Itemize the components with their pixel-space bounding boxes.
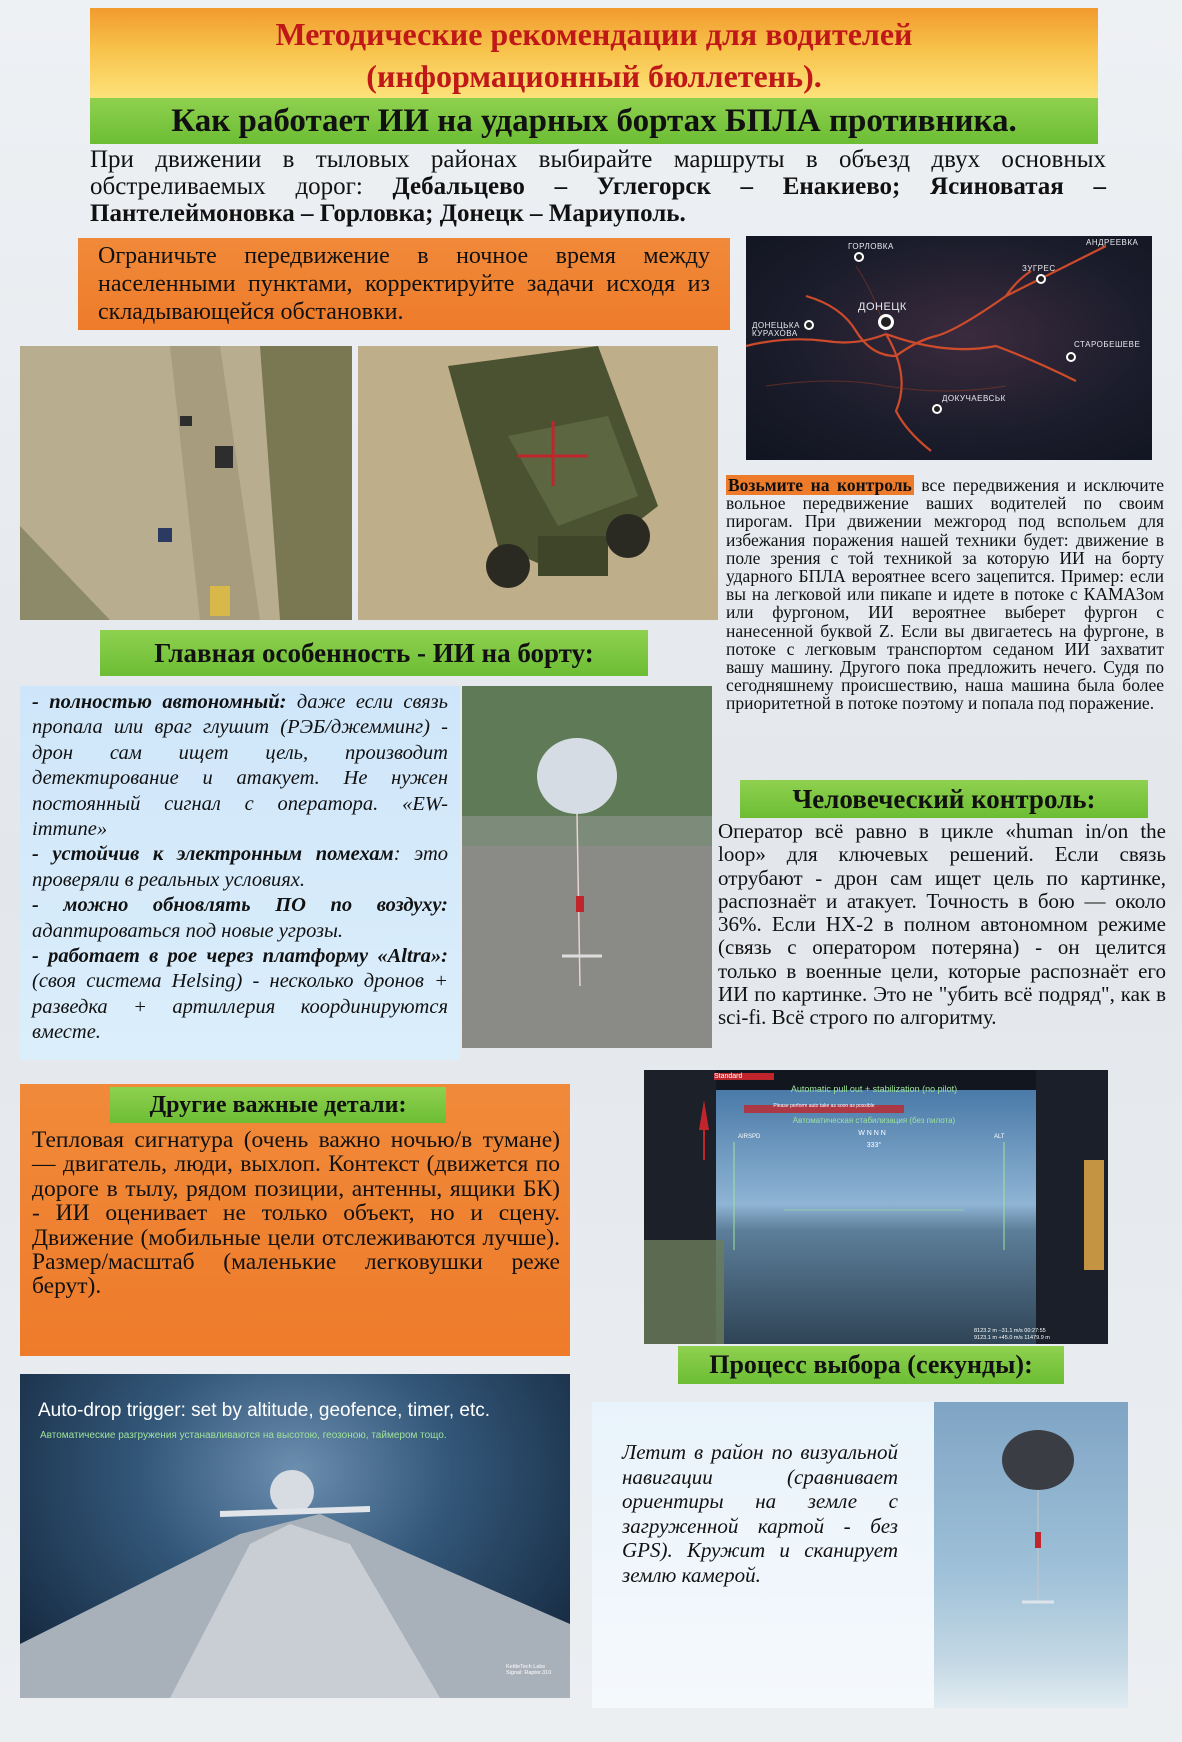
other-details-text: Тепловая сигнатура (очень важно ночью/в тумане) — двигатель, люди, выхлоп. Контекст (движется по дороге в тылу, рядом позиции, антенны, ящики БК) - ИИ оценивает не только объект, но и сцену. Движение (мобильные цели отслеживаются лучше). Размер/масштаб (маленькие легковушки реже берут). [32,1127,560,1300]
feature-item-3 [32,893,448,944]
vehicle-3 [158,528,172,542]
hud-readout-right: 9123.1 m +45.0 m/s 11479.9 m [974,1335,1050,1341]
route-line-6 [766,381,1006,391]
map-label-dokuchaevsk: ДОКУЧАЕВСЬК [942,394,1006,403]
process-paragraph: Летит в район по визуальной навигации (сравнивает ориентиры на земле с загруженной картой - без GPS). Кружит и сканирует землю камерой. [622,1440,898,1587]
header-banner [90,8,1098,98]
other-details-box [20,1084,570,1356]
route-line-5 [1006,271,1031,296]
route-line-4 [886,334,1076,381]
feature-item-2-text: : это проверяли в реальных условиях. [32,843,448,891]
hud-title: Automatic pull out + stabilization (no pilot) [790,1084,958,1094]
map-label-starobeshevo: СТАРОБЕШЕВЕ [1074,340,1141,349]
feature-list [20,686,460,1060]
page-title-line2: (информационный бюллетень). [366,58,822,94]
other-details-title: Другие важные детали: [110,1087,446,1123]
map-label-andreevka: АНДРЕЕВКА [1086,238,1139,247]
intro-routes: Дебальцево – Углегорск – Енакиево; Ясиноватая – Пантелеймоновка – Горловка; Донецк – Мариуполь. [90,173,1106,227]
auto-drop-balloon [270,1470,314,1514]
control-paragraph [726,476,1164,713]
feature-item-3-text: адаптироваться под новые угрозы. [32,919,344,942]
auto-drop-logo: KettleTech Labs Signal: Raptor.310 [506,1664,552,1676]
feature-item-3-bold: - можно обновлять ПО по воздуху: [32,894,448,917]
drone-hud-screenshot [644,1070,1108,1344]
aerial-road-photo [20,346,352,620]
page-title-line1: Методические рекомендации для водителей [275,16,913,52]
feature-item-4-text: (своя система Helsing) - несколько дронов + разведка + артиллерия координируются вместе. [32,970,448,1044]
vehicle-1 [180,416,192,426]
balloon-shape [537,738,617,814]
route-line-1 [806,246,1106,356]
process-title: Процесс выбора (секунды): [678,1346,1064,1384]
military-truck-photo [358,346,718,620]
route-map [746,236,1152,460]
feature-item-1 [32,690,448,842]
hud-readout [974,1328,1108,1342]
map-label-gorlovka: ГОРЛОВКА [848,242,894,251]
feature-item-4-bold: - работает в рое через платформу «Altra»: [32,945,448,968]
auto-drop-photo [20,1374,570,1698]
human-control-title: Человеческий контроль: [740,780,1148,818]
page-subtitle: Как работает ИИ на ударных бортах БПЛА противника. [90,98,1098,144]
map-marker-donetsk [878,314,894,330]
hud-readout-left: 8123.2 m −31.1 m/s 00:27:55 [974,1328,1046,1334]
hud-subtitle-ru: Автоматическая стабилизация (без пилота) [792,1116,956,1125]
map-marker-gorlovka [854,252,864,262]
control-highlight: Возьмите на контроль [728,475,912,495]
auto-drop-subtitle: Автоматические разгружения устанавливаются на высотою, геозоною, таймером тощо. [40,1430,447,1441]
hud-airspd-label: AIRSPD [738,1134,761,1140]
feature-item-1-text: даже если связь пропала или враг глушит (РЭБ/джемминг) - дрон сам ищет цель, производит детектирование и атакует. Не нужен постоянный сигнал с оператора. «EW-immune» [32,691,449,841]
feature-item-1-bold: - полностью автономный: [32,691,287,713]
hud-alt-label: ALT [994,1134,1005,1140]
hud-heading: 333° [866,1142,882,1149]
control-body: все передвижения и исключите вольное передвижение ваших водителей по своим пирогам. При движении межгород под вспольем для избежания поражения нашей техники будет: движение в поле зрения с той техникой за которую ИИ на борту ударного БПЛА вероятнее всего зацепится. Пример: если вы на легковой или пикапе и идете в потоке с КАМАЗом или фургоном, ИИ вероятнее выберет фургон с нанесенной буквой Z. Если вы двигаетесь на фургоне, в потоке с легковым транспортом седаном ИИ захватит вашу машину. Другого пока предложить нечего. Судя по сегодняшнему происшествию, наша машина была более приоритетной в потоке поэтому и попала под поражение. [726,475,1164,714]
page-title [90,8,1098,97]
balloon-launch-photo [462,686,712,1048]
intro-paragraph [90,146,1106,227]
feature-item-2-bold: - устойчив к электронным помехам [32,843,394,866]
balloon-sky-photo [934,1402,1128,1708]
auto-drop-title: Auto-drop trigger: set by altitude, geofence, timer, etc. [38,1400,491,1421]
map-label-zugres: ЗУГРЕС [1022,264,1056,273]
military-truck-svg [358,346,718,620]
vehicle-2 [215,446,233,468]
map-marker-dokuchaevsk [932,404,942,414]
hud-background-svg [644,1070,1108,1344]
map-label-donetsk: ДОНЕЦК [858,301,907,313]
hud-compass: W N N N [858,1130,886,1137]
yellow-marker [210,586,230,616]
map-marker-starobeshevo [1066,352,1076,362]
intro-text: При движении в тыловых районах выбирайте маршруты в объезд двух основных обстреливаемых дорог: [90,146,1106,200]
feature-item-2 [32,842,448,893]
hud-camera-inset [644,1240,724,1344]
map-label-kurakhovo: ДОНЕЦЬКА КУРАХОВА [752,321,800,338]
night-warning-box: Ограничьте передвижение в ночное время между населенными пунктами, корректируйте задачи исходя из складывающейся обстановки. [78,238,730,330]
hud-warning: Please perform auto take as soon as possible [773,1103,875,1109]
hud-standard-tab[interactable]: Standard [714,1073,774,1080]
map-marker-zugres [1036,274,1046,284]
balloon-sky-svg [934,1402,1128,1708]
auto-drop-svg [20,1374,570,1698]
balloon-launch-svg [462,686,712,1048]
feature-item-4 [32,944,448,1046]
map-marker-kurakhovo [804,320,814,330]
human-control-paragraph: Оператор всё равно в цикле «human in/on the loop» для ключевых решений. Если связь отрубают - дрон сам ищет цель по картинке, распознаёт и атакует. Точность в бою — около 36%. Если HX-2 в полном автономном режиме (связь с оператором потеряна) - он целится только в военные цели, которые распознаёт его ИИ по картинке. Это не "убить всё подряд", как в sci-fi. Всё строго по алгоритму. [718,819,1166,1030]
balloon-dark [1002,1430,1074,1490]
aerial-road-svg [20,346,352,620]
feature-title: Главная особенность - ИИ на борту: [100,630,648,676]
route-line-3 [886,334,931,451]
